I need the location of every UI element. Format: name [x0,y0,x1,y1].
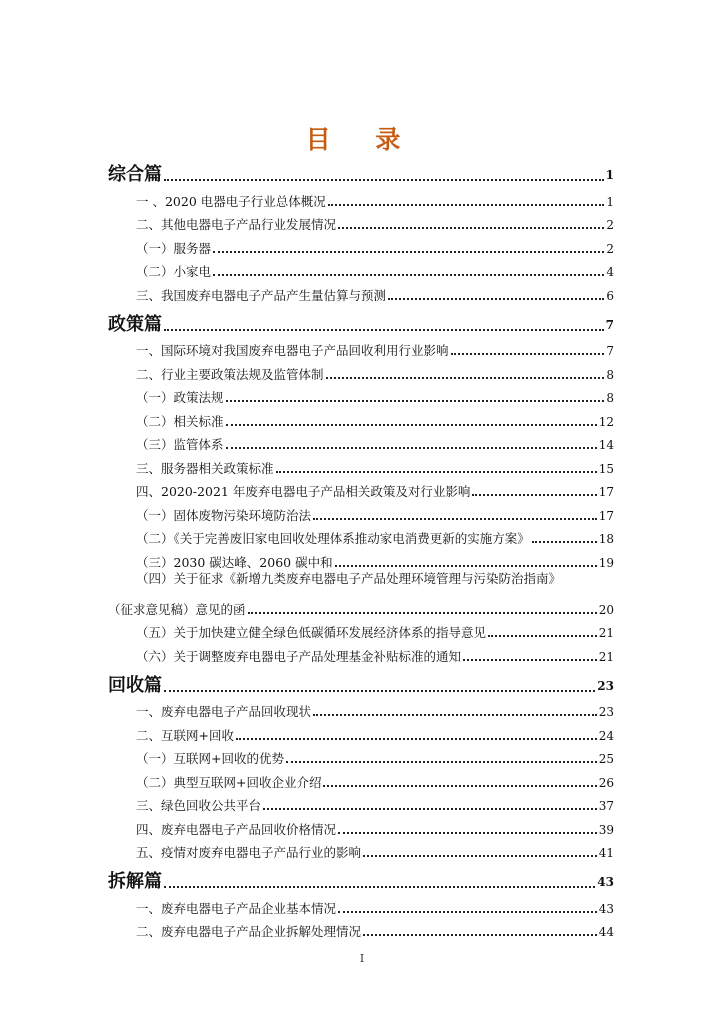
toc-entry[interactable] [108,838,614,862]
toc-entry-label: （一）互联网+回收的优势 [136,751,284,766]
toc-entry-line1[interactable] [108,571,614,595]
dot-leader [363,934,597,936]
toc-page-number: 2 [606,241,614,256]
toc-page-number: 7 [606,344,614,358]
toc-section-label: 拆解篇 [108,871,162,892]
toc-entry[interactable] [108,917,614,941]
dot-leader [532,541,597,543]
toc-entry[interactable] [108,430,614,454]
dot-leader [328,204,605,206]
toc-entry[interactable] [108,186,614,210]
dot-leader [286,761,597,763]
page-number-footer: I [359,952,365,965]
dot-leader [276,471,597,473]
toc-entry-label: 三、绿色回收公共平台 [136,798,262,813]
toc-entry[interactable] [108,618,614,642]
toc-entry-label: （二）《关于完善废旧家电回收处理体系推动家电消费更新的实施方案》 [136,531,530,546]
toc-entry[interactable] [108,767,614,791]
toc-page-number: 41 [598,846,614,860]
toc-entry-label: 二、互联网+回收 [136,727,234,743]
toc-entry-label: （三）2030 碳达峰、2060 碳中和 [136,554,333,570]
dot-leader [236,738,597,740]
toc-entry[interactable] [108,720,614,744]
toc-entry-label: （一）服务器 [136,240,212,256]
toc-entry[interactable] [108,233,614,257]
toc-entry-label: （三）监管体系 [136,437,224,452]
dot-leader [164,329,604,331]
toc-entry[interactable] [108,524,614,548]
toc-entry[interactable] [108,280,614,304]
toc-entry[interactable] [108,744,614,768]
toc-page-number: 4 [606,265,614,279]
toc-page-number: 37 [598,799,614,813]
dot-leader [213,251,604,253]
toc-section-heading[interactable] [108,162,614,186]
dot-leader [335,565,597,567]
toc-entry[interactable] [108,814,614,838]
dot-leader [338,227,604,229]
toc-entry[interactable] [108,210,614,234]
toc-page-number: 44 [598,925,614,939]
toc-entry[interactable] [108,500,614,524]
toc-entry-label: 三、服务器相关政策标准 [136,460,274,476]
toc-entry-label: 二、行业主要政策法规及监管体制 [136,366,324,382]
toc-entry-label: （二）典型互联网+回收企业介绍 [136,774,322,790]
dot-leader [326,377,605,379]
toc-page-number: 43 [597,875,614,889]
page-title: 目 录 [305,125,419,154]
toc-page-number: 12 [598,414,614,429]
toc-section-label: 回收篇 [108,674,162,696]
toc-entry-label: （一）固体废物污染环境防治法 [136,507,312,523]
dot-leader [338,832,597,834]
toc-page-number: 17 [598,508,614,523]
dot-leader [263,808,597,810]
toc-entry-label: （二）小家电 [136,264,212,279]
dot-leader [463,659,597,661]
toc-entry[interactable] [108,257,614,281]
toc-section-heading[interactable] [108,673,614,697]
toc-entry[interactable] [108,406,614,430]
toc-section-heading[interactable] [108,869,614,893]
dot-leader [363,855,597,857]
toc-section-label: 综合篇 [108,164,162,185]
toc-page-number: 14 [598,438,614,452]
toc-page-number: 26 [598,775,614,790]
toc-entry-label: 四、2020-2021 年废弃电器电子产品相关政策及对行业影响 [136,484,471,499]
toc-entry[interactable] [108,641,614,665]
toc-page-number: 1 [606,194,614,209]
toc-entry-label: 一 、2020 电器电子行业总体概况 [136,193,326,209]
toc-entry[interactable] [108,383,614,407]
toc-page-number: 39 [598,822,614,837]
dot-leader [164,886,595,888]
dot-leader [472,494,596,496]
toc-section-heading[interactable] [108,312,614,336]
toc-page-number: 1 [605,168,614,182]
dot-leader [164,179,604,181]
dot-leader [164,690,595,692]
toc-page-number: 19 [598,555,614,570]
toc-page-number: 17 [598,485,614,499]
dot-leader [451,353,605,355]
dot-leader [313,518,597,520]
toc-page-number: 6 [606,288,614,303]
toc-page-number: 23 [598,705,614,719]
toc-entry[interactable] [108,697,614,721]
dot-leader [226,424,597,426]
toc-entry[interactable] [108,477,614,501]
dot-leader [213,274,604,276]
toc-entry[interactable] [108,547,614,571]
dot-leader [226,447,597,449]
toc-page-number: 20 [598,602,614,617]
toc-entry[interactable] [108,893,614,917]
toc-entry-label: 二、废弃电器电子产品企业拆解处理情况 [136,924,362,939]
dot-leader [488,635,597,637]
toc-page-number: 23 [597,678,614,693]
toc-entry-label: （二）相关标准 [136,413,224,429]
toc-page-number: 18 [598,532,614,546]
toc-page-number: 24 [598,728,614,743]
table-of-contents [108,162,614,940]
toc-section-label: 政策篇 [108,313,162,335]
dot-leader [338,911,597,913]
toc-page-number: 8 [606,391,614,405]
toc-page-number: 7 [605,317,614,332]
toc-entry-label: 三、我国废弃电器电子产品产生量估算与预测 [136,287,387,303]
toc-entry-label: （六）关于调整废弃电器电子产品处理基金补贴标准的通知 [136,648,462,664]
toc-entry[interactable] [108,453,614,477]
toc-entry[interactable] [108,336,614,360]
toc-page-number: 21 [598,626,614,640]
toc-entry-label: 一、废弃电器电子产品回收现状 [136,704,312,719]
toc-entry-label: 五、疫情对废弃电器电子产品行业的影响 [136,845,362,860]
toc-page-number: 25 [598,752,614,766]
dot-leader [388,298,604,300]
toc-entry-label: （四）关于征求《新增九类废弃电器电子产品处理环境管理与污染防治指南》 [136,570,562,586]
toc-entry-label-continued: （征求意见稿）意见的函 [108,601,246,617]
dot-leader [226,400,605,402]
toc-page-number: 2 [606,218,614,232]
toc-entry[interactable] [108,791,614,815]
dot-leader [313,714,597,716]
toc-entry-label: 四、废弃电器电子产品回收价格情况 [136,821,337,837]
toc-page-number: 43 [598,901,614,916]
toc-entry-label: （五）关于加快建立健全绿色低碳循环发展经济体系的指导意见 [136,625,487,640]
toc-page-number: 15 [598,461,614,476]
toc-page-number: 8 [606,367,614,382]
toc-entry-label: 二、其他电器电子产品行业发展情况 [136,217,337,232]
toc-entry-line2[interactable] [108,594,614,618]
toc-entry-label: 一、国际环境对我国废弃电器电子产品回收利用行业影响 [136,343,449,358]
dot-leader [323,785,596,787]
dot-leader [248,612,597,614]
toc-page-number: 21 [598,649,614,664]
toc-entry-label: 一、废弃电器电子产品企业基本情况 [136,900,337,916]
toc-entry-label: （一）政策法规 [136,390,224,405]
toc-entry[interactable] [108,359,614,383]
